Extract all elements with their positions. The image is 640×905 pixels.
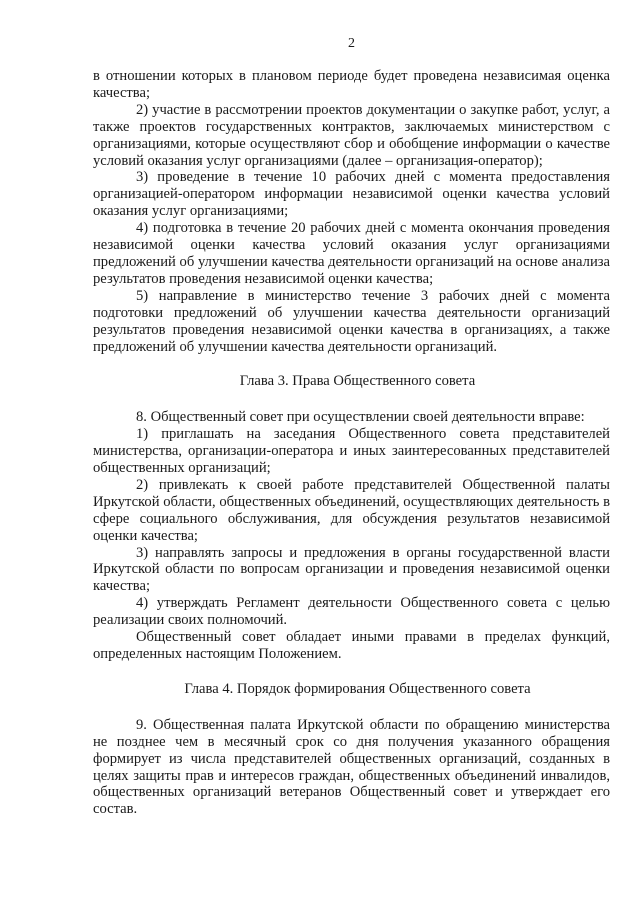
clause-8: 8. Общественный совет при осуществлении своей деятельности вправе:: [136, 409, 585, 426]
clause-9: 9. Общественная палата Иркутской области по обращению министерства не позднее чем в месячный срок со дня получения указанного обращения формирует из числа представителей общественных организаций, созданных в целях защиты прав и интересов граждан, общественных объединений инвалидов, общественных организаций ветеранов Общественный совет и утверждает его состав.: [93, 716, 610, 818]
chapter-4-heading: Глава 4. Порядок формирования Общественного совета: [184, 680, 531, 697]
right-item-3: 3) направлять запросы и предложения в органы государственной власти Иркутской области по вопросам организации и проведения независимой оценки качества;: [93, 544, 610, 595]
list-item-5: 5) направление в министерство течение 3 рабочих дней с момента подготовки предложений об улучшении качества деятельности организаций результатов проведения независимой оценки качества в организациях, а также предложений об улучшении качества деятельности организаций.: [93, 287, 610, 355]
list-item-2: 2) участие в рассмотрении проектов документации о закупке работ, услуг, а также проектов государственных контрактов, заключаемых министерством с организациями, которые осуществляют сбор и обобщение информации о качестве условий оказания услуг организациями (далее – организация-оператор);: [93, 101, 610, 169]
list-item-4: 4) подготовка в течение 20 рабочих дней с момента окончания проведения независимой оценки качества условий оказания услуг организациями предложений об улучшении качества деятельности организаций на основе анализа результатов проведения независимой оценки качества;: [93, 220, 610, 287]
other-rights-paragraph: Общественный совет обладает иными правами в пределах функций, определенных настоящим Положением.: [93, 629, 610, 662]
list-item-3: 3) проведение в течение 10 рабочих дней с момента предоставления организацией-оператором информации независимой оценки качества условий оказания услуг организациями;: [93, 169, 610, 220]
chapter-3-heading: Глава 3. Права Общественного совета: [239, 373, 476, 390]
right-item-4: 4) утверждать Регламент деятельности Общественного совета с целью реализации своих полномочий.: [93, 595, 610, 629]
right-item-1: 1) приглашать на заседания Общественного совета представителей министерства, организации-оператора и иных заинтересованных представителей общественных организаций;: [93, 426, 610, 477]
page-number: 2: [348, 36, 355, 51]
paragraph-continuation: в отношении которых в плановом периоде будет проведена независимая оценка качества;: [93, 68, 610, 101]
right-item-2: 2) привлекать к своей работе представителей Общественной палаты Иркутской области, общественных объединений, осуществляющих деятельность в сфере социального обслуживания, для обсуждения результатов независимой оценки качества;: [93, 476, 610, 544]
